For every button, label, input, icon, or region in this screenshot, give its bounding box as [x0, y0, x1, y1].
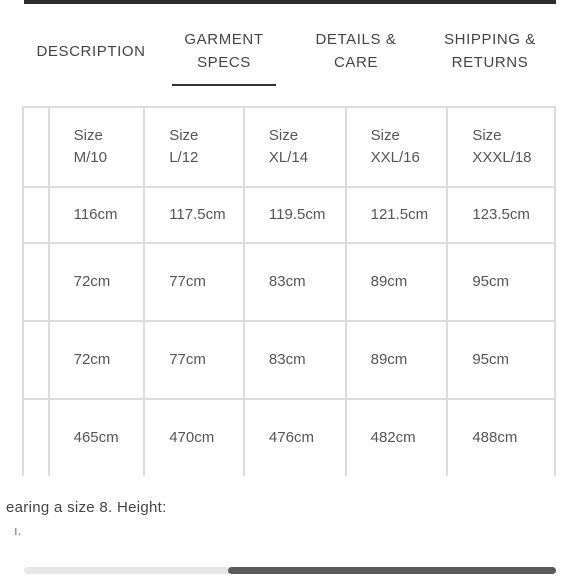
tab-shipping-returns[interactable] [428, 28, 552, 74]
tab-label: SHIPPING & [444, 31, 536, 48]
table-row [23, 243, 555, 321]
table-cell: 116cm [49, 187, 145, 243]
tab-label: CARE [333, 54, 379, 71]
size-header-cell [447, 107, 555, 187]
size-value: XXL/16 [370, 149, 420, 166]
tab-label: RETURNS [451, 54, 529, 71]
size-value: XXXL/18 [472, 149, 532, 166]
table-cell: 470cm [144, 399, 244, 476]
tab-label: GARMENT [184, 31, 264, 48]
size-chart-table[interactable] [0, 106, 556, 476]
size-label: Size [73, 127, 103, 144]
table-row [23, 321, 555, 399]
table-cell: 95cm [447, 321, 555, 399]
active-tab-indicator [172, 84, 276, 86]
size-value: L/12 [169, 149, 199, 166]
size-header-cell [346, 107, 448, 187]
table-row [23, 399, 555, 476]
size-header-cell [144, 107, 244, 187]
size-label: Size [169, 127, 199, 144]
tab-details-care[interactable] [296, 28, 416, 74]
table-cell: 119.5cm [244, 187, 346, 243]
table-cell: 72cm [49, 243, 145, 321]
table-cell: 83cm [244, 243, 346, 321]
table-cell: 72cm [49, 321, 145, 399]
table-cell: 95cm [447, 243, 555, 321]
table-cell: 77cm [144, 321, 244, 399]
table-cell [23, 399, 49, 476]
table-cell [23, 187, 49, 243]
horizontal-scrollbar-thumb[interactable] [228, 567, 556, 574]
size-label: Size [370, 127, 400, 144]
top-divider [24, 0, 556, 4]
table-cell: 123.5cm [447, 187, 555, 243]
tab-label: DESCRIPTION [36, 43, 146, 60]
table-cell: 482cm [346, 399, 448, 476]
table-cell: 77cm [144, 243, 244, 321]
product-info-tabs [24, 28, 556, 98]
table-row [23, 187, 555, 243]
table-header-row [23, 107, 555, 187]
size-label: Size [268, 127, 299, 144]
size-header-cell [49, 107, 145, 187]
caption-fragment: ı. [14, 523, 22, 538]
table-cell [23, 243, 49, 321]
tab-label: DETAILS & [315, 31, 397, 48]
table-cell: 117.5cm [144, 187, 244, 243]
model-size-caption: earing a size 8. Height: [6, 499, 167, 516]
table-cell: 465cm [49, 399, 145, 476]
table-cell: 83cm [244, 321, 346, 399]
size-label: Size [472, 127, 502, 144]
tab-description[interactable] [24, 40, 158, 63]
table-cell: 89cm [346, 243, 448, 321]
table-cell: 488cm [447, 399, 555, 476]
table-cell: 121.5cm [346, 187, 448, 243]
table-cell: 476cm [244, 399, 346, 476]
table-cell [23, 321, 49, 399]
size-value: M/10 [73, 149, 107, 166]
tab-garment-specs[interactable] [164, 28, 284, 74]
size-value: XL/14 [268, 149, 309, 166]
table-cell [23, 107, 49, 187]
size-header-cell [244, 107, 346, 187]
tab-label: SPECS [197, 54, 251, 71]
table-cell: 89cm [346, 321, 448, 399]
